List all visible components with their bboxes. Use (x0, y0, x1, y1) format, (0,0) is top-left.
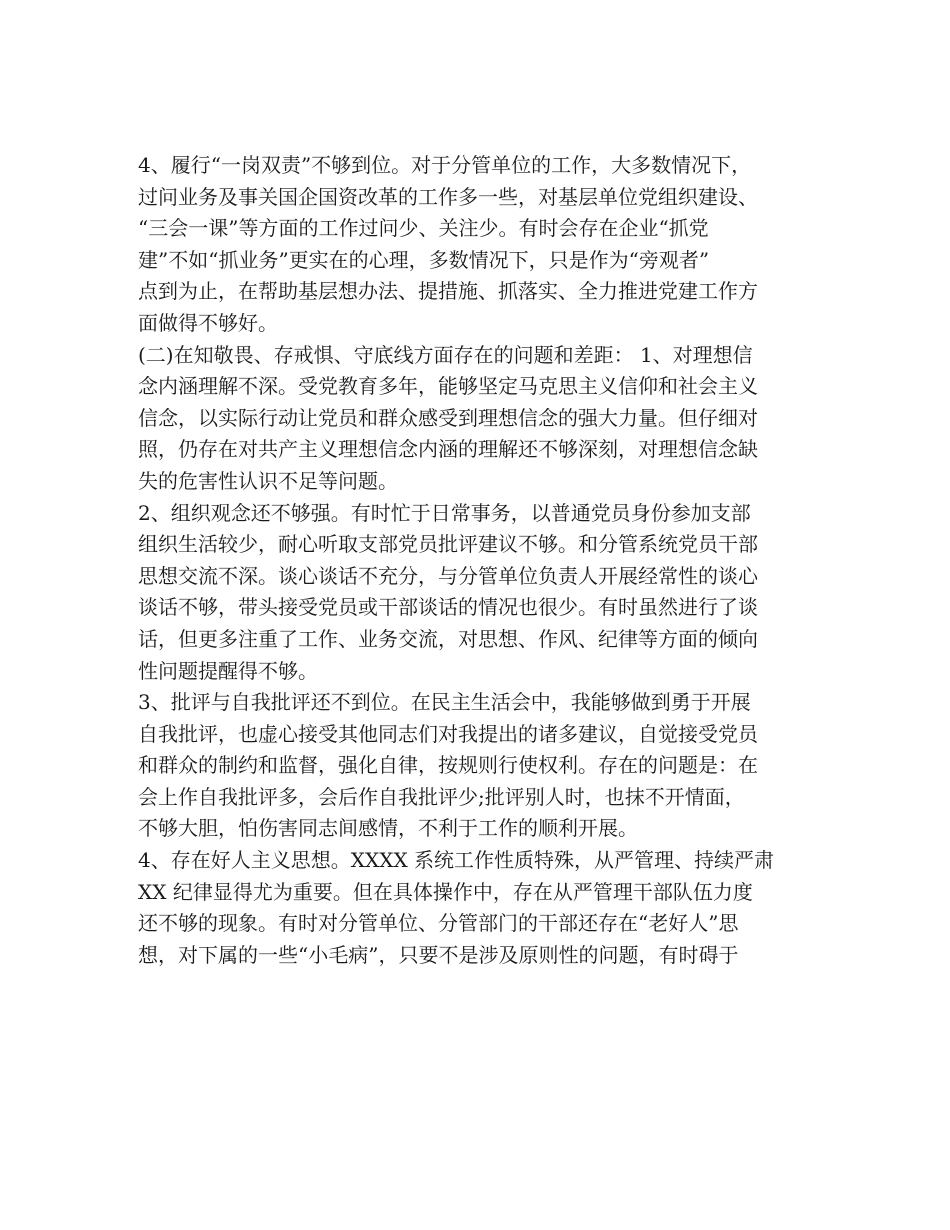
section-heading-line: (二)在知敬畏、存戒惧、守底线方面存在的问题和差距： 1、对理想信 (138, 342, 753, 367)
text-line: 点到为止，在帮助基层想办法、提措施、抓落实、全力推进党建工作方 (138, 279, 758, 304)
text-line: 2、组织观念还不够强。有时忙于日常事务，以普通党员身份参加支部 (138, 500, 751, 525)
text-line: 话，但更多注重了工作、业务交流，对思想、作风、纪律等方面的倾向 (138, 626, 758, 651)
text-line: 建”不如“抓业务”更实在的心理，多数情况下，只是作为“旁观者” (138, 247, 710, 272)
text-line: 3、批评与自我批评还不到位。在民主生活会中，我能够做到勇于开展 (138, 690, 751, 715)
text-line: 不够大胆，怕伤害同志间感情，不利于工作的顺利开展。 (138, 816, 638, 841)
text-line: 照，仍存在对共产主义理想信念内涵的理解还不够深刻，对理想信念缺 (138, 437, 758, 462)
text-line: 念内涵理解不深。受党教育多年，能够坚定马克思主义信仰和社会主义 (138, 374, 758, 399)
text-line: 组织生活较少，耐心听取支部党员批评建议不够。和分管系统党员干部 (138, 532, 758, 557)
text-line: 性问题提醒得不够。 (138, 658, 318, 683)
text-line: 想，对下属的一些“小毛病”，只要不是涉及原则性的问题，有时碍于 (138, 942, 739, 967)
text-line: XX 纪律显得尤为重要。但在具体操作中，存在从严管理干部队伍力度 (138, 879, 753, 904)
text-line: 会上作自我批评多，会后作自我批评少;批评别人时，也抹不开情面， (138, 784, 745, 809)
text-line: 过问业务及事关国企国资改革的工作多一些，对基层单位党组织建设、 (138, 184, 758, 209)
text-line: 4、存在好人主义思想。XXXX 系统工作性质特殊，从严管理、持续严肃 (138, 848, 775, 873)
text-line: 和群众的制约和监督，强化自律，按规则行使权利。存在的问题是：在 (138, 753, 758, 778)
document-page (138, 150, 810, 971)
text-line: 思想交流不深。谈心谈话不充分，与分管单位负责人开展经常性的谈心 (138, 563, 758, 588)
text-line: 自我批评，也虚心接受其他同志们对我提出的诸多建议，自觉接受党员 (138, 721, 758, 746)
text-line: 面做得不够好。 (138, 310, 278, 335)
text-line: 还不够的现象。有时对分管单位、分管部门的干部还存在“老好人”思 (138, 911, 739, 936)
text-line: 信念，以实际行动让党员和群众感受到理想信念的强大力量。但仔细对 (138, 405, 758, 430)
text-line: 谈话不够，带头接受党员或干部谈话的情况也很少。有时虽然进行了谈 (138, 595, 758, 620)
text-line: 4、履行“一岗双责”不够到位。对于分管单位的工作，大多数情况下， (138, 153, 752, 177)
text-line: “三会一课”等方面的工作过问少、关注少。有时会存在企业“抓党 (138, 216, 709, 241)
text-line: 失的危害性认识不足等问题。 (138, 468, 398, 493)
